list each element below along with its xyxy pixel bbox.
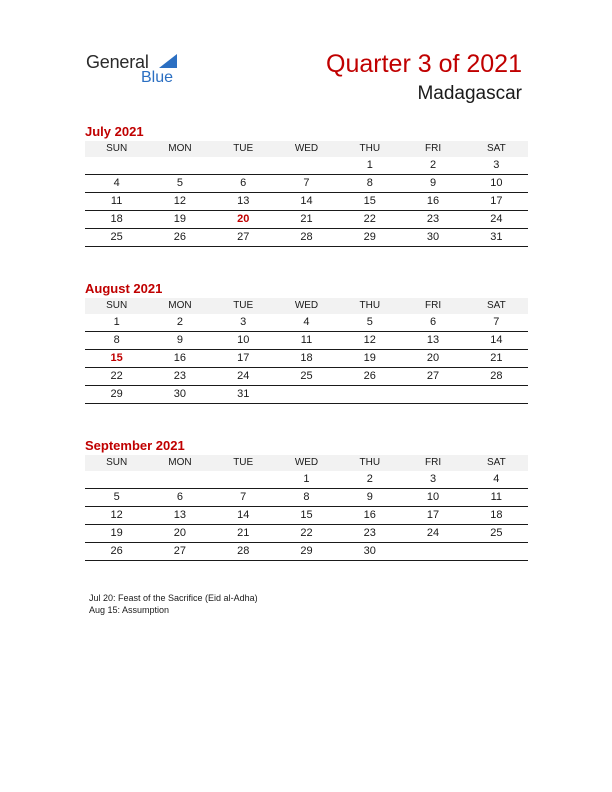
day-cell: 11 bbox=[465, 489, 528, 507]
week-row bbox=[85, 175, 528, 193]
day-cell: 13 bbox=[401, 332, 464, 350]
holiday-notes bbox=[89, 592, 258, 616]
holiday-note: Jul 20: Feast of the Sacrifice (Eid al-Adha) bbox=[89, 593, 258, 603]
week-row bbox=[85, 211, 528, 229]
day-cell: 15 bbox=[85, 350, 148, 368]
weekday-header: WED bbox=[275, 455, 338, 471]
day-cell: 31 bbox=[465, 229, 528, 247]
day-cell: 28 bbox=[275, 229, 338, 247]
empty-cell bbox=[465, 543, 528, 561]
day-cell: 25 bbox=[465, 525, 528, 543]
day-cell: 19 bbox=[148, 211, 211, 229]
week-row bbox=[85, 229, 528, 247]
day-cell: 17 bbox=[401, 507, 464, 525]
empty-cell bbox=[401, 543, 464, 561]
day-cell: 10 bbox=[212, 332, 275, 350]
day-cell: 27 bbox=[212, 229, 275, 247]
day-cell: 16 bbox=[148, 350, 211, 368]
weekday-header: FRI bbox=[401, 141, 464, 157]
day-cell: 2 bbox=[148, 314, 211, 332]
day-cell: 13 bbox=[212, 193, 275, 211]
day-cell: 5 bbox=[85, 489, 148, 507]
day-cell: 19 bbox=[85, 525, 148, 543]
day-cell: 23 bbox=[148, 368, 211, 386]
weekday-header: MON bbox=[148, 455, 211, 471]
day-cell: 11 bbox=[275, 332, 338, 350]
day-cell: 31 bbox=[212, 386, 275, 404]
day-cell: 4 bbox=[465, 471, 528, 489]
day-cell: 22 bbox=[275, 525, 338, 543]
day-cell: 26 bbox=[338, 368, 401, 386]
day-cell: 8 bbox=[85, 332, 148, 350]
empty-cell bbox=[212, 471, 275, 489]
weekday-header: SAT bbox=[465, 455, 528, 471]
weekday-header: MON bbox=[148, 298, 211, 314]
empty-cell bbox=[401, 386, 464, 404]
day-cell: 1 bbox=[85, 314, 148, 332]
week-row bbox=[85, 368, 528, 386]
day-cell: 6 bbox=[148, 489, 211, 507]
day-cell: 14 bbox=[212, 507, 275, 525]
week-row bbox=[85, 157, 528, 175]
day-cell: 16 bbox=[338, 507, 401, 525]
day-cell: 12 bbox=[85, 507, 148, 525]
empty-cell bbox=[148, 471, 211, 489]
month-title: August 2021 bbox=[85, 281, 163, 296]
day-cell: 7 bbox=[212, 489, 275, 507]
day-cell: 12 bbox=[148, 193, 211, 211]
day-cell: 24 bbox=[401, 525, 464, 543]
holiday-note: Aug 15: Assumption bbox=[89, 605, 170, 615]
day-cell: 15 bbox=[338, 193, 401, 211]
day-cell: 21 bbox=[275, 211, 338, 229]
day-cell: 14 bbox=[275, 193, 338, 211]
week-row bbox=[85, 471, 528, 489]
calendar-table bbox=[85, 141, 528, 247]
weekday-header: TUE bbox=[212, 298, 275, 314]
day-cell: 18 bbox=[275, 350, 338, 368]
day-cell: 28 bbox=[212, 543, 275, 561]
day-cell: 12 bbox=[338, 332, 401, 350]
day-cell: 27 bbox=[401, 368, 464, 386]
day-cell: 3 bbox=[465, 157, 528, 175]
logo-general-text: General bbox=[86, 52, 149, 72]
day-cell: 29 bbox=[85, 386, 148, 404]
week-row bbox=[85, 350, 528, 368]
day-cell: 21 bbox=[212, 525, 275, 543]
week-row bbox=[85, 525, 528, 543]
day-cell: 20 bbox=[148, 525, 211, 543]
day-cell: 18 bbox=[85, 211, 148, 229]
weekday-header: SUN bbox=[85, 141, 148, 157]
weekday-header: WED bbox=[275, 141, 338, 157]
day-cell: 21 bbox=[465, 350, 528, 368]
day-cell: 18 bbox=[465, 507, 528, 525]
month-september bbox=[85, 436, 528, 561]
logo-blue-text: Blue bbox=[141, 69, 174, 86]
weekday-header: THU bbox=[338, 298, 401, 314]
day-cell: 9 bbox=[148, 332, 211, 350]
week-row bbox=[85, 489, 528, 507]
month-title: July 2021 bbox=[85, 124, 144, 139]
month-july bbox=[85, 122, 528, 247]
weekday-header: TUE bbox=[212, 455, 275, 471]
empty-cell bbox=[338, 386, 401, 404]
day-cell: 2 bbox=[401, 157, 464, 175]
day-cell: 2 bbox=[338, 471, 401, 489]
day-cell: 9 bbox=[338, 489, 401, 507]
month-august bbox=[85, 279, 528, 404]
day-cell: 1 bbox=[338, 157, 401, 175]
day-cell: 29 bbox=[275, 543, 338, 561]
day-cell: 22 bbox=[338, 211, 401, 229]
week-row bbox=[85, 193, 528, 211]
empty-cell bbox=[465, 386, 528, 404]
weekday-header: THU bbox=[338, 455, 401, 471]
empty-cell bbox=[275, 386, 338, 404]
country-name: Madagascar bbox=[417, 83, 522, 104]
day-cell: 26 bbox=[85, 543, 148, 561]
day-cell: 10 bbox=[401, 489, 464, 507]
week-row bbox=[85, 543, 528, 561]
week-row bbox=[85, 507, 528, 525]
day-cell: 8 bbox=[275, 489, 338, 507]
day-cell: 8 bbox=[338, 175, 401, 193]
day-cell: 10 bbox=[465, 175, 528, 193]
generalblue-logo bbox=[86, 50, 196, 90]
day-cell: 30 bbox=[338, 543, 401, 561]
day-cell: 26 bbox=[148, 229, 211, 247]
day-cell: 19 bbox=[338, 350, 401, 368]
day-cell: 20 bbox=[401, 350, 464, 368]
page-title: Quarter 3 of 2021 bbox=[326, 50, 522, 78]
day-cell: 5 bbox=[148, 175, 211, 193]
day-cell: 28 bbox=[465, 368, 528, 386]
weekday-header: SAT bbox=[465, 298, 528, 314]
weekday-header: FRI bbox=[401, 298, 464, 314]
calendar-table bbox=[85, 455, 528, 561]
day-cell: 6 bbox=[401, 314, 464, 332]
weekday-header: SUN bbox=[85, 298, 148, 314]
day-cell: 13 bbox=[148, 507, 211, 525]
day-cell: 15 bbox=[275, 507, 338, 525]
weekday-header: SAT bbox=[465, 141, 528, 157]
weekday-header: MON bbox=[148, 141, 211, 157]
day-cell: 4 bbox=[85, 175, 148, 193]
day-cell: 24 bbox=[465, 211, 528, 229]
day-cell: 4 bbox=[275, 314, 338, 332]
day-cell: 3 bbox=[401, 471, 464, 489]
day-cell: 24 bbox=[212, 368, 275, 386]
day-cell: 22 bbox=[85, 368, 148, 386]
empty-cell bbox=[148, 157, 211, 175]
logo-triangle-icon bbox=[159, 54, 177, 68]
day-cell: 27 bbox=[148, 543, 211, 561]
day-cell: 7 bbox=[465, 314, 528, 332]
day-cell: 23 bbox=[338, 525, 401, 543]
weekday-header: SUN bbox=[85, 455, 148, 471]
week-row bbox=[85, 332, 528, 350]
day-cell: 17 bbox=[465, 193, 528, 211]
day-cell: 14 bbox=[465, 332, 528, 350]
day-cell: 6 bbox=[212, 175, 275, 193]
empty-cell bbox=[85, 471, 148, 489]
day-cell: 23 bbox=[401, 211, 464, 229]
day-cell: 20 bbox=[212, 211, 275, 229]
empty-cell bbox=[275, 157, 338, 175]
day-cell: 17 bbox=[212, 350, 275, 368]
day-cell: 30 bbox=[401, 229, 464, 247]
day-cell: 30 bbox=[148, 386, 211, 404]
calendar-table bbox=[85, 298, 528, 404]
day-cell: 9 bbox=[401, 175, 464, 193]
day-cell: 7 bbox=[275, 175, 338, 193]
weekday-header: WED bbox=[275, 298, 338, 314]
day-cell: 25 bbox=[275, 368, 338, 386]
week-row bbox=[85, 386, 528, 404]
day-cell: 3 bbox=[212, 314, 275, 332]
weekday-header: FRI bbox=[401, 455, 464, 471]
empty-cell bbox=[85, 157, 148, 175]
empty-cell bbox=[212, 157, 275, 175]
day-cell: 16 bbox=[401, 193, 464, 211]
month-title: September 2021 bbox=[85, 438, 185, 453]
day-cell: 11 bbox=[85, 193, 148, 211]
week-row bbox=[85, 314, 528, 332]
weekday-header: THU bbox=[338, 141, 401, 157]
weekday-header: TUE bbox=[212, 141, 275, 157]
day-cell: 5 bbox=[338, 314, 401, 332]
day-cell: 29 bbox=[338, 229, 401, 247]
day-cell: 25 bbox=[85, 229, 148, 247]
day-cell: 1 bbox=[275, 471, 338, 489]
